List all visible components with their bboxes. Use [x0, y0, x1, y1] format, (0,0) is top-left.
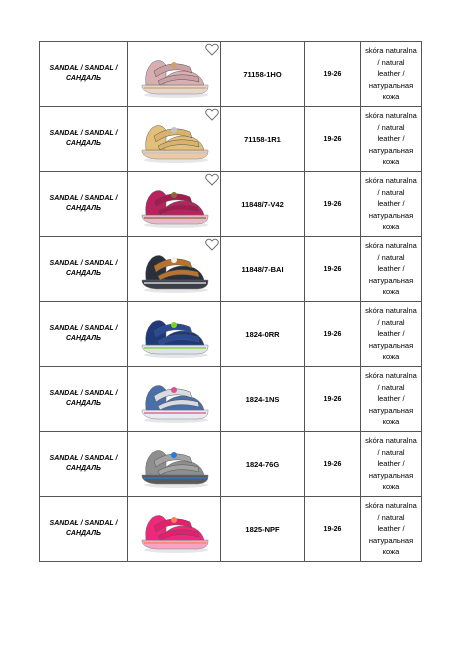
product-photo-cell [128, 302, 221, 367]
material-cell [361, 367, 422, 432]
material-line: натуральная [368, 340, 414, 350]
sandal-image [136, 114, 212, 164]
material-line: leather / [377, 134, 405, 144]
product-row [40, 497, 422, 562]
product-photo-cell [128, 172, 221, 237]
product-code: 71158-1R1 [221, 107, 305, 172]
material-line: кожа [382, 222, 400, 232]
product-code: 11848/7-V42 [221, 172, 305, 237]
material-line: skóra naturalna [365, 241, 417, 251]
material-cell [361, 497, 422, 562]
product-name-cell [40, 302, 128, 367]
material-line: leather / [377, 329, 405, 339]
material-line: leather / [377, 459, 405, 469]
material-line: leather / [377, 264, 405, 274]
material-line: кожа [382, 417, 400, 427]
material-line: / natural [377, 447, 405, 457]
heart-outline-icon[interactable] [205, 238, 219, 251]
material-line: skóra naturalna [365, 306, 417, 316]
product-row [40, 42, 422, 107]
material-line: skóra naturalna [365, 176, 417, 186]
material-line: leather / [377, 199, 405, 209]
product-name: SANDAŁ / SANDAL / САНДАЛЬ [49, 520, 118, 537]
material-cell [361, 107, 422, 172]
material-line: натуральная [368, 80, 414, 90]
material-line: натуральная [368, 405, 414, 415]
product-name: SANDAŁ / SANDAL / САНДАЛЬ [49, 65, 118, 82]
material-line: skóra naturalna [365, 46, 417, 56]
material-cell [361, 237, 422, 302]
product-photo-cell [128, 432, 221, 497]
material-line: / natural [377, 187, 405, 197]
product-name-cell [40, 172, 128, 237]
material-line: skóra naturalna [365, 501, 417, 511]
material-line: натуральная [368, 275, 414, 285]
material-line: кожа [382, 547, 400, 557]
sandal-image [136, 504, 212, 554]
material-line: натуральная [368, 210, 414, 220]
product-name-cell [40, 432, 128, 497]
product-name: SANDAŁ / SANDAL / САНДАЛЬ [49, 390, 118, 407]
product-row [40, 172, 422, 237]
product-row [40, 367, 422, 432]
sandal-image [136, 439, 212, 489]
material-line: кожа [382, 287, 400, 297]
heart-outline-icon[interactable] [205, 108, 219, 121]
heart-outline-icon[interactable] [205, 173, 219, 186]
material-line: skóra naturalna [365, 436, 417, 446]
product-row [40, 107, 422, 172]
size-range: 19-26 [305, 432, 361, 497]
material-line: leather / [377, 524, 405, 534]
product-name-cell [40, 42, 128, 107]
product-row [40, 237, 422, 302]
product-name: SANDAŁ / SANDAL / САНДАЛЬ [49, 130, 118, 147]
size-range: 19-26 [305, 172, 361, 237]
size-range: 19-26 [305, 237, 361, 302]
sandal-image [136, 49, 212, 99]
material-line: leather / [377, 394, 405, 404]
material-cell [361, 42, 422, 107]
product-name-cell [40, 107, 128, 172]
material-line: leather / [377, 69, 405, 79]
product-code: 71158-1HO [221, 42, 305, 107]
material-cell [361, 172, 422, 237]
product-photo-cell [128, 237, 221, 302]
product-row [40, 302, 422, 367]
size-range: 19-26 [305, 42, 361, 107]
size-range: 19-26 [305, 497, 361, 562]
product-name: SANDAŁ / SANDAL / САНДАЛЬ [49, 325, 118, 342]
material-cell [361, 302, 422, 367]
sandal-image [136, 244, 212, 294]
product-table-body [40, 42, 422, 562]
material-line: / natural [377, 382, 405, 392]
material-line: кожа [382, 352, 400, 362]
product-photo-cell [128, 497, 221, 562]
product-name: SANDAŁ / SANDAL / САНДАЛЬ [49, 260, 118, 277]
material-line: skóra naturalna [365, 111, 417, 121]
size-range: 19-26 [305, 302, 361, 367]
material-line: skóra naturalna [365, 371, 417, 381]
material-cell [361, 432, 422, 497]
product-table [39, 41, 422, 562]
product-name-cell [40, 497, 128, 562]
product-code: 1824-76G [221, 432, 305, 497]
product-row [40, 432, 422, 497]
material-line: / natural [377, 512, 405, 522]
heart-outline-icon[interactable] [205, 43, 219, 56]
product-name-cell [40, 367, 128, 432]
material-line: натуральная [368, 535, 414, 545]
product-photo-cell [128, 42, 221, 107]
material-line: кожа [382, 157, 400, 167]
product-code: 1824-1NS [221, 367, 305, 432]
material-line: кожа [382, 482, 400, 492]
product-code: 11848/7-BAI [221, 237, 305, 302]
product-photo-cell [128, 107, 221, 172]
material-line: кожа [382, 92, 400, 102]
product-name-cell [40, 237, 128, 302]
size-range: 19-26 [305, 367, 361, 432]
material-line: натуральная [368, 470, 414, 480]
product-photo-cell [128, 367, 221, 432]
sandal-image [136, 309, 212, 359]
product-code: 1825-NPF [221, 497, 305, 562]
material-line: / natural [377, 57, 405, 67]
product-name: SANDAŁ / SANDAL / САНДАЛЬ [49, 195, 118, 212]
material-line: / natural [377, 252, 405, 262]
product-code: 1824-0RR [221, 302, 305, 367]
material-line: / natural [377, 122, 405, 132]
product-name: SANDAŁ / SANDAL / САНДАЛЬ [49, 455, 118, 472]
sandal-image [136, 374, 212, 424]
material-line: натуральная [368, 145, 414, 155]
sandal-image [136, 179, 212, 229]
size-range: 19-26 [305, 107, 361, 172]
material-line: / natural [377, 317, 405, 327]
